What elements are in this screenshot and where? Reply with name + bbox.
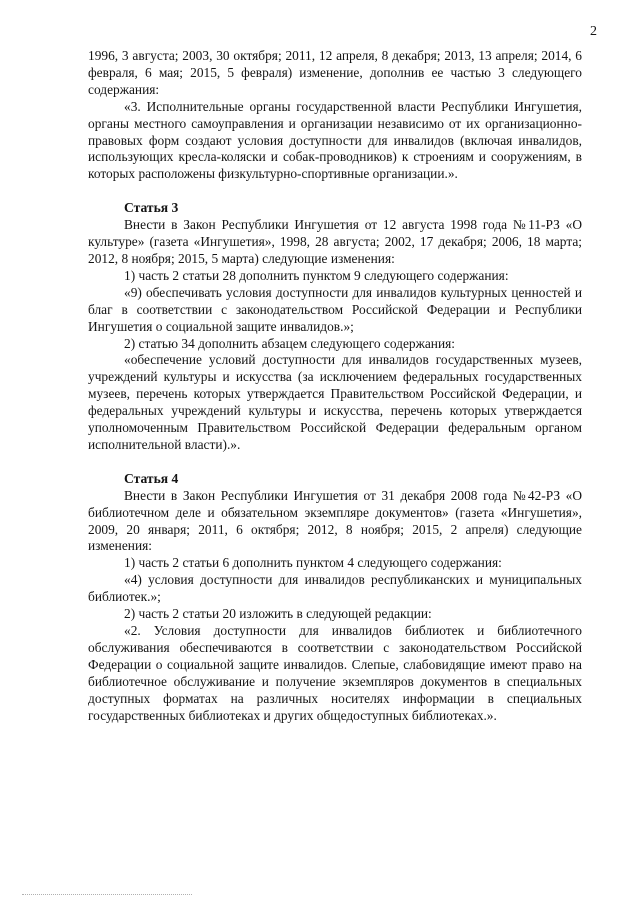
document-body <box>88 48 582 724</box>
article-3-paragraph: «9) обеспечивать условия доступности для инвалидов культурных ценностей и благ в соответствии с законодательством Российской Федерации и Республики Ингушетия о социальной защите инвалидов.»; <box>88 284 582 334</box>
article-4-heading: Статья 4 <box>124 470 179 486</box>
paragraph-continuation: 1996, 3 августа; 2003, 30 октября; 2011, 12 апреля, 8 декабря; 2013, 13 апреля; 2014, 6 февраля, 6 мая; 2015, 5 февраля) изменение, дополнив ее частью 3 следующего содержания: <box>88 48 582 97</box>
article-3-paragraph: «обеспечение условий доступности для инвалидов государственных музеев, учреждений культуры и искусства (за исключением федеральных государственных музеев, перечень которых утверждается Правительством Российской Федерации, и федеральных учреждений культуры и искусства, перечень которых утверждается уполномоченным Правительством Российской Федерации федеральным органом исполнительной власти).». <box>88 352 582 452</box>
article-4-paragraph: «2. Условия доступности для инвалидов библиотек и библиотечного обслуживания обеспечиваются в соответствии с законодательством Российской Федерации о социальной защите инвалидов. Слепые, слабовидящие имеют право на библиотечное обслуживание и получение экземпляров документов в специальных доступных форматах на различных носителях информации в специальных государственных библиотеках и других общедоступных библиотеках.». <box>88 623 582 723</box>
article-3-paragraph: 2) статью 34 дополнить абзацем следующего содержания: <box>124 335 456 351</box>
paragraph-quoted-part-3: «3. Исполнительные органы государственной власти Республики Ингушетия, органы местного самоуправления и организации независимо от их организационно-правовых форм создают условия доступности для инвалидов (включая инвалидов, использующих кресла-коляски и собак-проводников) к строениям и сооружениям, в которых расположены физкультурно-спортивные организации.». <box>88 98 582 182</box>
article-4-paragraph: Внести в Закон Республики Ингушетия от 31 декабря 2008 года №42-РЗ «О библиотечном деле и обязательном экземпляре документов» (газета «Ингушетия», 2009, 20 января; 2011, 6 октября; 2012, 8 ноября; 2015, 2 апреля) следующие изменения: <box>88 487 582 554</box>
article-3-paragraph: Внести в Закон Республики Ингушетия от 12 августа 1998 года №11-РЗ «О культуре» (газета «Ингушетия», 1998, 28 августа; 2002, 17 декабря; 2006, 18 марта; 2012, 8 ноября; 2015, 5 марта) следующие изменения: <box>88 217 582 266</box>
article-4-paragraph: «4) условия доступности для инвалидов республиканских и муниципальных библиотек.»; <box>88 572 582 605</box>
article-4-paragraph: 2) часть 2 статьи 20 изложить в следующей редакции: <box>124 606 432 622</box>
footer-divider <box>22 894 192 895</box>
article-3-heading: Статья 3 <box>124 200 179 216</box>
article-3-paragraph: 1) часть 2 статьи 28 дополнить пунктом 9 следующего содержания: <box>124 267 509 283</box>
article-4-paragraph: 1) часть 2 статьи 6 дополнить пунктом 4 следующего содержания: <box>124 555 502 571</box>
page-number: 2 <box>590 24 597 39</box>
